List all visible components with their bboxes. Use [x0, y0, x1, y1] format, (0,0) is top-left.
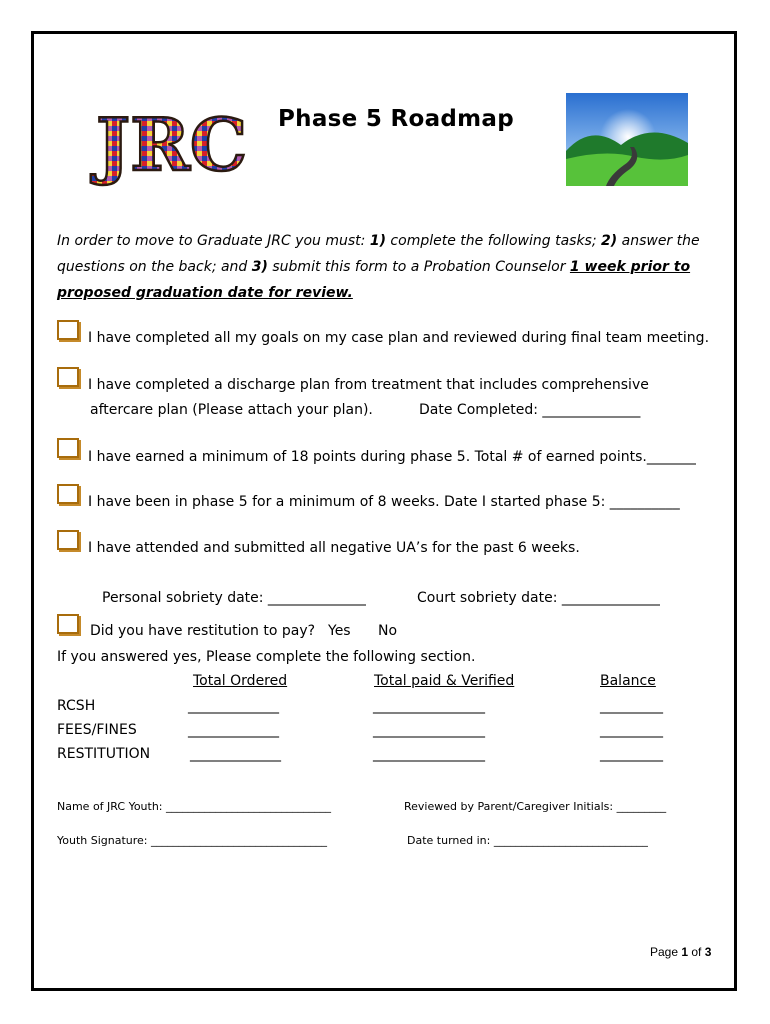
- restitution-balance-field[interactable]: _________: [600, 746, 663, 762]
- checkbox-restitution[interactable]: [57, 614, 79, 634]
- checkbox-weeks[interactable]: [57, 484, 79, 504]
- fees-paid-field[interactable]: ________________: [373, 722, 485, 738]
- date-completed-field[interactable]: Date Completed: ______________: [419, 402, 641, 418]
- header-total-ordered: Total Ordered: [193, 673, 288, 689]
- restitution-question: Did you have restitution to pay?: [90, 623, 316, 639]
- restitution-paid-field[interactable]: ________________: [373, 746, 485, 762]
- youth-signature-field[interactable]: Youth Signature: ________________________________: [57, 834, 328, 847]
- checklist-item-ua: I have attended and submitted all negative UA’s for the past 6 weeks.: [88, 540, 580, 556]
- checkbox-goals[interactable]: [57, 320, 79, 340]
- row-label-rcsh: RCSH: [57, 698, 96, 714]
- fees-ordered-field[interactable]: _____________: [188, 722, 279, 738]
- header-balance: Balance: [600, 673, 656, 689]
- checkbox-ua[interactable]: [57, 530, 79, 550]
- page-number: Page 1 of 3: [650, 945, 712, 959]
- restitution-instruction: If you answered yes, Please complete the following section.: [57, 649, 476, 665]
- rcsh-balance-field[interactable]: _________: [600, 698, 663, 714]
- court-sobriety-date-field[interactable]: Court sobriety date: ______________: [417, 590, 660, 606]
- row-label-fees: FEES/FINES: [57, 722, 137, 738]
- intro-line-3: proposed graduation date for review.: [57, 285, 353, 301]
- parent-initials-field[interactable]: Reviewed by Parent/Caregiver Initials: _________: [404, 800, 667, 813]
- restitution-no-option[interactable]: No: [378, 623, 398, 639]
- checklist-item-goals: I have completed all my goals on my case plan and reviewed during final team meeting.: [88, 330, 710, 346]
- road-landscape-image: [566, 93, 688, 186]
- rcsh-paid-field[interactable]: ________________: [373, 698, 485, 714]
- checklist-item-discharge-plan: I have completed a discharge plan from treatment that includes comprehensive: [88, 377, 649, 393]
- svg-text:JRC: JRC: [96, 102, 248, 187]
- checklist-item-weeks[interactable]: I have been in phase 5 for a minimum of 8 weeks. Date I started phase 5: __________: [88, 494, 680, 510]
- restitution-yes-option[interactable]: Yes: [328, 623, 351, 639]
- jrc-logo: [92, 96, 248, 188]
- fees-balance-field[interactable]: _________: [600, 722, 663, 738]
- checklist-item-points[interactable]: I have earned a minimum of 18 points during phase 5. Total # of earned points._______: [88, 449, 696, 465]
- intro-line-1: In order to move to Graduate JRC you must: 1) complete the following tasks; 2) answer the: [57, 233, 700, 249]
- rcsh-ordered-field[interactable]: _____________: [188, 698, 279, 714]
- youth-name-field[interactable]: Name of JRC Youth: ______________________________: [57, 800, 332, 813]
- row-label-restitution: RESTITUTION: [57, 746, 151, 762]
- checklist-item-aftercare: aftercare plan (Please attach your plan).: [90, 402, 373, 418]
- personal-sobriety-date-field[interactable]: Personal sobriety date: ______________: [102, 590, 366, 606]
- date-turned-in-field[interactable]: Date turned in: ____________________________: [407, 834, 648, 847]
- header-total-paid: Total paid & Verified: [374, 673, 515, 689]
- checkbox-discharge-plan[interactable]: [57, 367, 79, 387]
- page-title: Phase 5 Roadmap: [278, 106, 515, 132]
- restitution-ordered-field[interactable]: _____________: [190, 746, 281, 762]
- intro-line-2: questions on the back; and 3) submit this form to a Probation Counselor 1 week prior to: [57, 259, 691, 275]
- checkbox-points[interactable]: [57, 438, 79, 458]
